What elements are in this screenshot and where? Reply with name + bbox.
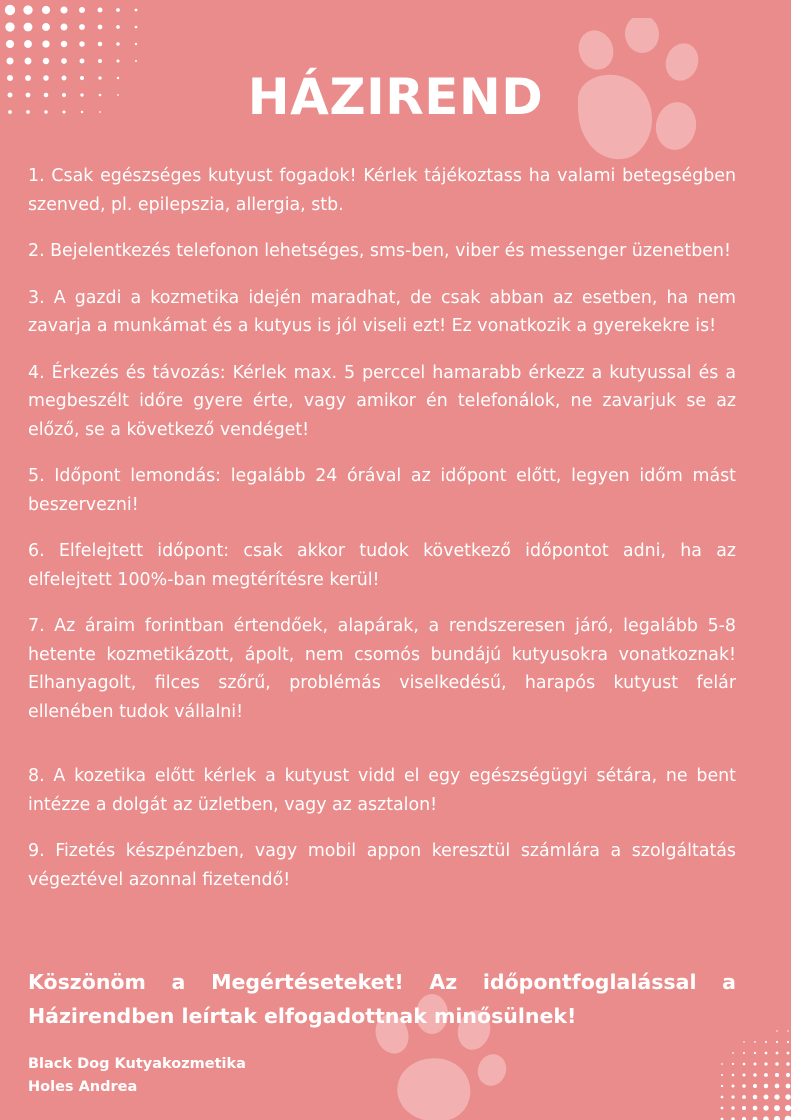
halftone-dot [721,1096,724,1099]
halftone-dot [721,1085,723,1087]
halftone-dot [763,1105,768,1110]
halftone-dot [732,1085,735,1088]
halftone-dot [775,1062,778,1065]
halftone-dot [753,1095,757,1099]
halftone-dot [732,1063,734,1065]
halftone-dot [6,40,14,48]
halftone-dot [753,1106,758,1111]
halftone-dot [43,58,49,64]
halftone-dot [42,6,50,14]
halftone-dot [61,24,68,31]
halftone-dot [731,1106,734,1109]
halftone-dot [135,60,137,62]
rule-item: 4. Érkezés és távozás: Kérlek max. 5 perccel hamarabb érkezz a kutyussal és a megbeszélt időre gyere érte, vagy amikor én telefonálok, ne zavarjuk se az előző, se a következő vendéget! [28,362,736,440]
halftone-dot [785,1105,791,1111]
halftone-dot [42,23,50,31]
rule-item: 2. Bejelentkezés telefonon lehetséges, sms-ben, viber és messenger üzenetben! [28,241,731,261]
rule-item: 6. Elfelejtett időpont: csak akkor tudok következő időpontot adni, ha az elfelejtett 100%-ban megtérítésre kerül! [28,541,736,590]
halftone-dot [753,1084,757,1088]
halftone-dot [742,1073,745,1076]
halftone-dot [763,1116,768,1120]
halftone-dot [742,1084,746,1088]
rule-item: 1. Csak egészséges kutyust fogadok! Kérlek tájékoztass ha valami betegségben szenved, pl. epilepszia, allergia, stb. [28,166,736,215]
halftone-dot [775,1084,780,1089]
halftone-dot [61,58,67,64]
halftone-dot [79,41,84,46]
halftone-dot [5,5,15,15]
halftone-dot [786,1073,790,1077]
halftone-dot [786,1062,790,1066]
halftone-dot [732,1074,735,1077]
halftone-dot [5,22,14,31]
halftone-dot [753,1117,758,1120]
rules-list [28,162,736,894]
rule-item: 8. A kozetika előtt kérlek a kutyust vidd el egy egészségügyi sétára, ne bent intézze a dolgát az üzletben, vagy az asztalon! [28,766,736,815]
halftone-dot [61,41,67,47]
halftone-dot [42,40,49,47]
halftone-dot [721,1063,723,1065]
thanks-note: Köszönöm a Megértéseteket! Az időpontfoglalással a Házirendben leírtak elfogadottnak minősülnek! [28,970,736,1028]
halftone-dot [754,1052,756,1054]
halftone-dot [787,1052,790,1055]
halftone-dot [116,42,119,45]
halftone-dot [774,1116,780,1120]
halftone-dot [98,8,103,13]
owner-name: Holes Andrea [28,1079,138,1095]
halftone-dot [721,1107,724,1110]
halftone-dot [764,1073,768,1077]
halftone-dot [776,1030,777,1031]
halftone-dot [135,26,138,29]
halftone-dot [23,5,32,14]
halftone-dot [116,25,120,29]
halftone-dot [764,1084,768,1088]
halftone-dot [774,1094,779,1099]
halftone-dot [98,42,102,46]
rule-item: 7. Az áraim forintban értendőek, alapárak, a rendszeresen járó, legalább 5-8 hetente kozmetikázott, ápolt, nem csomós bundájú kutyusokra vonatkoznak! Elhanyagolt, filces szőrű, problémás viselkedésű, harapós kutyust felár ellenében tudok vállalni! [28,616,736,722]
halftone-dot [743,1041,744,1042]
halftone-dot [753,1073,757,1077]
halftone-dot [60,6,67,13]
halftone-dots-bottom-right [716,1025,791,1120]
halftone-dot [764,1062,767,1065]
halftone-dot [116,59,119,62]
halftone-dot [743,1052,745,1054]
footer-signature [28,1053,246,1099]
halftone-dot [742,1106,746,1110]
halftone-dot [785,1116,791,1120]
halftone-dot [787,1041,789,1043]
halftone-dot [765,1052,768,1055]
halftone-dot [754,1041,756,1043]
halftone-dot [764,1095,769,1100]
halftone-dot [774,1105,780,1111]
rule-item: 9. Fizetés készpénzben, vagy mobil appon keresztül számlára a szolgáltatás végeztével azonnal fizetendő! [28,841,736,890]
halftone-dot [79,24,85,30]
halftone-dot [98,59,102,63]
halftone-dot [732,1052,734,1054]
halftone-dot [775,1073,779,1077]
halftone-dot [785,1094,790,1099]
rule-item: 5. Időpont lemondás: legalább 24 órával az időpont előtt, legyen időm mást beszervezni! [28,466,736,515]
halftone-dot [765,1041,767,1043]
halftone-dot [742,1095,746,1099]
halftone-dot [135,9,138,12]
halftone-dot [731,1095,734,1098]
halftone-dot [135,43,137,45]
halftone-dot [116,8,120,12]
halftone-dot [80,59,85,64]
halftone-dot [776,1041,778,1043]
halftone-dot [25,58,32,65]
page-title: HÁZIREND [247,68,544,126]
halftone-dot [754,1063,757,1066]
halftone-dot [786,1084,791,1089]
halftone-dot [24,23,33,32]
halftone-dot [24,40,32,48]
halftone-dot [98,25,103,30]
halftone-dot [743,1063,746,1066]
halftone-dot [721,1074,723,1076]
halftone-dot [6,57,13,64]
halftone-dot [79,7,85,13]
rule-item: 3. A gazdi a kozmetika idején maradhat, de csak abban az esetben, ha nem zavarja a munkámat és a kutyus is jól viseli ezt! Ez vonatkozik a gyerekekre is! [28,287,736,336]
halftone-dot [776,1052,779,1055]
business-name: Black Dog Kutyakozmetika [28,1056,246,1072]
halftone-dot [787,1030,789,1032]
